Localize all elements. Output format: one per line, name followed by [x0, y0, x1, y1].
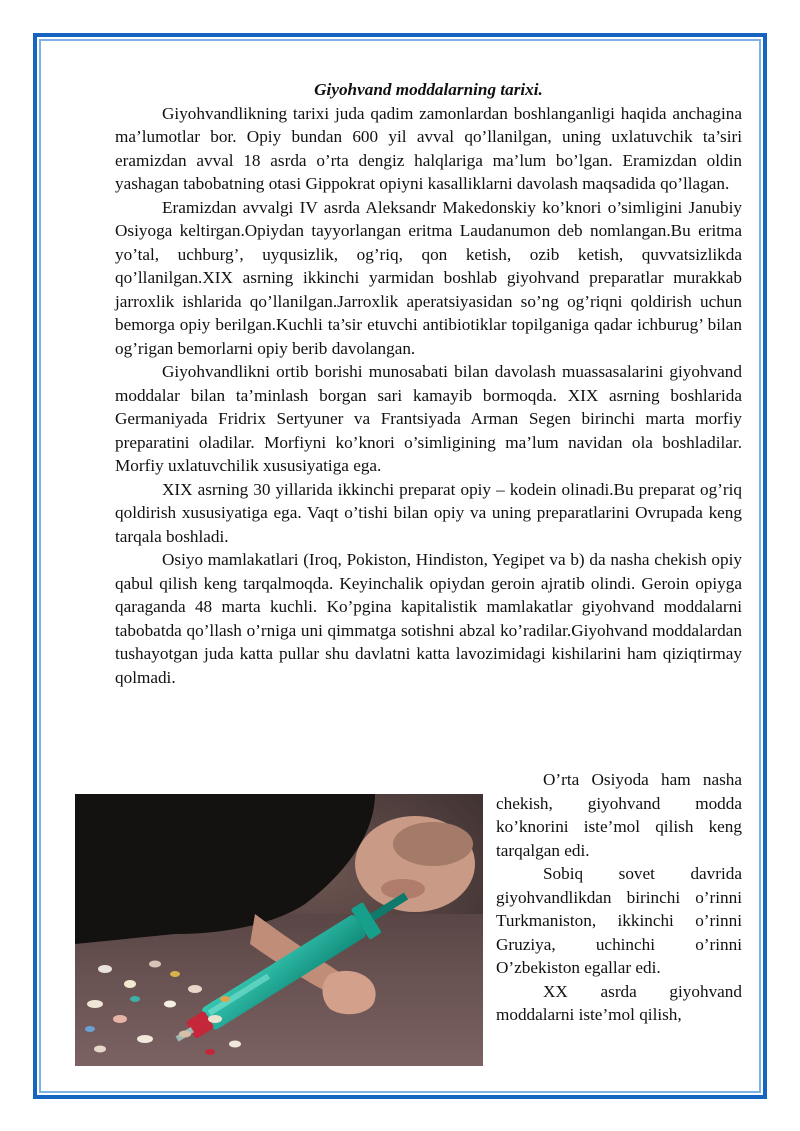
document-body	[115, 78, 742, 689]
side-paragraph-1: O’rta Osiyoda ham nasha chekish, giyohvand modda ko’knorini iste’mol qilish keng tarqalgan edi.	[496, 770, 742, 860]
side-paragraph-2: Sobiq sovet davrida giyohvandlikdan birinchi o’rinni Turkmaniston, ikkinchi o’rinni Gruziya, uchinchi o’rinni O’zbekiston egallar edi.	[496, 864, 742, 977]
paragraph-2: Eramizdan avvalgi IV asrda Aleksandr Makedonskiy ko’knori o’simligini Janubiy Osiyoga keltirgan.Opiydan tayyorlangan eritma Laudanumon deb nomlangan.Bu eritma yo’tal, uchburg’, uyqusizlik, og’riq, qon ketish, ozib ketish, quvvatsizlikda qo’llanilgan.XIX asrning ikkinchi yarmidan boshlab giyohvand preparatlar murakkab jarroxlik ishlarida qo’llanilgan.Jarroxlik aperatsiyasidan so’ng og’riqni qoldirish uchun bemorga opiy berilgan.Kuchli ta’sir etuvchi antibiotiklar topilganiga qadar ichburug’ bilan og’rigan bemorlarni opiy berib davolangan.	[115, 197, 742, 358]
paragraph-4: XIX asrning 30 yillarida ikkinchi preparat opiy – kodein olinadi.Bu preparat og’riq qoldirish xususiyatiga ega. Vaqt o’tishi bilan opiy va uning preparatlarini Ovrupada keng tarqala boshladi.	[115, 479, 742, 546]
paragraph-1: Giyohvandlikning tarixi juda qadim zamonlardan boshlanganligi haqida anchagina ma’lumotlar bor. Opiy bundan 600 yil avval qo’llanilgan, uning uxlatuvchik ta’siri eramizdan avval 18 asrda o’rta dengiz halqlariga ma’lum bo’lgan. Eramizdan oldin yashagan tabobatning otasi Gippokrat opiyni kasalliklarni davolash maqsadida qo’llagan.	[115, 103, 742, 193]
overdose-photo	[75, 794, 483, 1066]
document-title: Giyohvand moddalarning tarixi.	[314, 80, 543, 99]
paragraph-5: Osiyo mamlakatlari (Iroq, Pokiston, Hindiston, Yegipet va b) da nasha chekish opiy qabul qilish keng tarqalmoqda. Keyinchalik opiydan geroin ajratib olindi. Geroin opiyga qaraganda 48 marta kuchli. Ko’pgina kapitalistik mamlakatlar giyohvand moddalarni tabobatda qo’llash o’rniga uni qimmatga sotishni abzal ko’radilar.Giyohvand moddalardan tushayotgan juda katta pullar shu davlatni katta lavozimidagi kishilarini ham qiziqtirmay qolmadi.	[115, 550, 742, 687]
side-column-text	[496, 768, 742, 1027]
paragraph-3: Giyohvandlikni ortib borishi munosabati bilan davolash muassasalarini giyohvand moddalar bilan ta’minlash borgan sari kamayib bormoqda. XIX asrning boshlarida Germaniyada Fridrix Sertyuner va Frantsiyada Arman Segen birinchi marta morfiy preparatini oladilar. Morfiyni ko’knori o’simligining ma’lum navidan ola boshladilar. Morfiy uxlatuvchilik xususiyatiga ega.	[115, 362, 742, 475]
side-paragraph-3: XX asrda giyohvand moddalarni iste’mol qilish,	[496, 981, 742, 1024]
